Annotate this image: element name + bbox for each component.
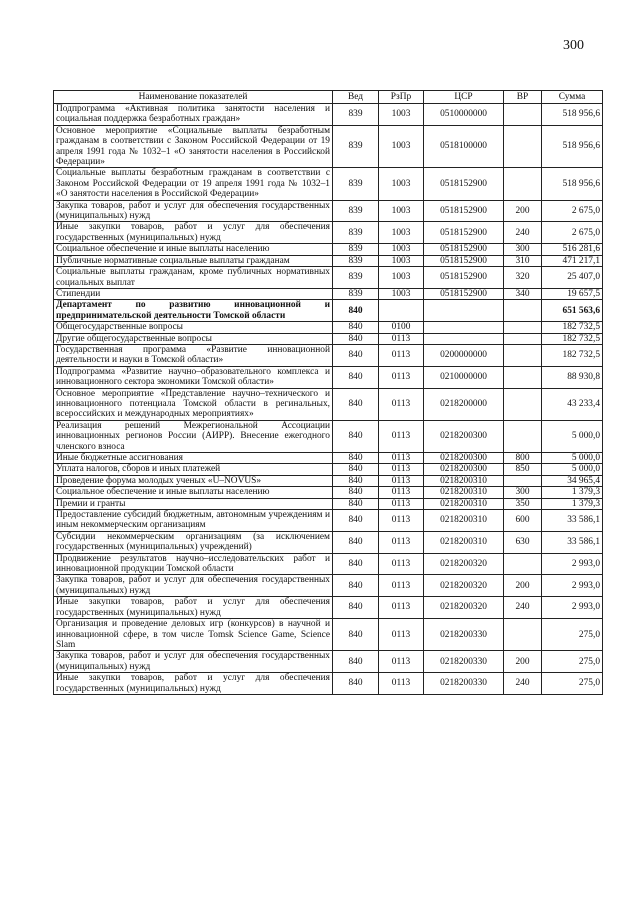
cell-vr: 300 [504, 487, 542, 498]
cell-vr: 200 [504, 200, 542, 222]
cell-sum: 5 000,0 [542, 453, 603, 464]
cell-csr: 0218200330 [424, 673, 504, 695]
cell-ved: 839 [333, 104, 379, 126]
header-ved: Вед [333, 91, 379, 104]
cell-vr [504, 619, 542, 651]
header-rzpr: РзПр [379, 91, 424, 104]
cell-rzpr: 0113 [379, 453, 424, 464]
table-row [54, 255, 603, 266]
table-row [54, 244, 603, 255]
cell-name: Подпрограмма «Активная политика занятости населения и социальная поддержка безработных граждан» [54, 104, 333, 126]
cell-ved: 840 [333, 475, 379, 486]
cell-sum: 518 956,6 [542, 168, 603, 200]
cell-csr: 0218200310 [424, 531, 504, 553]
cell-csr: 0518152900 [424, 255, 504, 266]
table-row [54, 531, 603, 553]
table-row [54, 125, 603, 168]
cell-csr: 0218200310 [424, 487, 504, 498]
cell-csr: 0218200300 [424, 420, 504, 452]
cell-sum: 5 000,0 [542, 464, 603, 475]
cell-csr: 0218200300 [424, 453, 504, 464]
cell-rzpr: 1003 [379, 288, 424, 299]
table-row [54, 267, 603, 289]
cell-sum: 2 993,0 [542, 553, 603, 575]
cell-csr: 0218200320 [424, 553, 504, 575]
cell-rzpr: 0113 [379, 366, 424, 388]
table-row [54, 366, 603, 388]
budget-table [53, 90, 603, 695]
cell-vr [504, 366, 542, 388]
cell-rzpr: 1003 [379, 200, 424, 222]
cell-vr: 850 [504, 464, 542, 475]
page-number: 300 [563, 38, 584, 53]
table-row [54, 575, 603, 597]
cell-ved: 840 [333, 366, 379, 388]
cell-rzpr: 0113 [379, 333, 424, 344]
cell-csr: 0518100000 [424, 125, 504, 168]
cell-sum: 25 407,0 [542, 267, 603, 289]
cell-vr: 300 [504, 244, 542, 255]
cell-csr: 0218200320 [424, 575, 504, 597]
header-vr: ВР [504, 91, 542, 104]
table-row [54, 475, 603, 486]
cell-ved: 840 [333, 553, 379, 575]
cell-csr: 0218200330 [424, 651, 504, 673]
table-row [54, 222, 603, 244]
cell-ved: 840 [333, 510, 379, 532]
cell-sum: 2 993,0 [542, 575, 603, 597]
cell-rzpr: 0113 [379, 475, 424, 486]
table-row [54, 498, 603, 509]
cell-name: Субсидии некоммерческим организациям (за исключением государственных (муниципальных) учреждений) [54, 531, 333, 553]
cell-rzpr: 1003 [379, 125, 424, 168]
cell-rzpr: 1003 [379, 168, 424, 200]
table-row [54, 487, 603, 498]
cell-ved: 840 [333, 487, 379, 498]
cell-sum: 2 675,0 [542, 200, 603, 222]
cell-name: Иные закупки товаров, работ и услуг для обеспечения государственных (муниципальных) нужд [54, 597, 333, 619]
cell-vr [504, 420, 542, 452]
cell-rzpr: 0113 [379, 619, 424, 651]
cell-ved: 839 [333, 125, 379, 168]
cell-ved: 840 [333, 333, 379, 344]
table-row [54, 300, 603, 322]
cell-sum: 1 379,3 [542, 498, 603, 509]
cell-sum: 182 732,5 [542, 322, 603, 333]
cell-name: Организация и проведение деловых игр (конкурсов) в научной и инновационной сфере, в том числе Tomsk Science Game, Science Slam [54, 619, 333, 651]
cell-rzpr: 1003 [379, 222, 424, 244]
cell-rzpr: 0113 [379, 487, 424, 498]
header-sum: Сумма [542, 91, 603, 104]
cell-name: Закупка товаров, работ и услуг для обеспечения государственных (муниципальных) нужд [54, 575, 333, 597]
cell-ved: 840 [333, 420, 379, 452]
cell-vr: 240 [504, 597, 542, 619]
cell-rzpr [379, 300, 424, 322]
table-row [54, 597, 603, 619]
cell-csr [424, 300, 504, 322]
table-row [54, 619, 603, 651]
cell-vr [504, 300, 542, 322]
cell-sum: 2 675,0 [542, 222, 603, 244]
cell-vr [504, 475, 542, 486]
cell-csr: 0218200000 [424, 388, 504, 420]
cell-sum: 182 732,5 [542, 344, 603, 366]
cell-ved: 840 [333, 344, 379, 366]
cell-name: Закупка товаров, работ и услуг для обеспечения государственных (муниципальных) нужд [54, 651, 333, 673]
cell-sum: 34 965,4 [542, 475, 603, 486]
cell-ved: 840 [333, 498, 379, 509]
table-row [54, 464, 603, 475]
cell-ved: 839 [333, 168, 379, 200]
cell-name: Государственная программа «Развитие инновационной деятельности и науки в Томской области» [54, 344, 333, 366]
cell-sum: 43 233,4 [542, 388, 603, 420]
cell-vr: 200 [504, 575, 542, 597]
cell-ved: 840 [333, 597, 379, 619]
table-row [54, 200, 603, 222]
table-row [54, 344, 603, 366]
cell-sum: 5 000,0 [542, 420, 603, 452]
cell-csr: 0218200330 [424, 619, 504, 651]
cell-ved: 839 [333, 255, 379, 266]
table-row [54, 651, 603, 673]
cell-name: Проведение форума молодых ученых «U–NOVUS» [54, 475, 333, 486]
cell-name: Реализация решений Межрегиональной Ассоциации инновационных регионов России (АИРР). Внесение ежегодного членского взноса [54, 420, 333, 452]
cell-vr [504, 104, 542, 126]
cell-ved: 839 [333, 267, 379, 289]
cell-ved: 840 [333, 619, 379, 651]
cell-csr: 0518152900 [424, 222, 504, 244]
cell-ved: 840 [333, 651, 379, 673]
cell-vr: 600 [504, 510, 542, 532]
cell-name: Социальное обеспечение и иные выплаты населению [54, 244, 333, 255]
cell-vr [504, 322, 542, 333]
cell-ved: 840 [333, 322, 379, 333]
cell-rzpr: 0113 [379, 673, 424, 695]
cell-rzpr: 0113 [379, 575, 424, 597]
cell-sum: 182 732,5 [542, 333, 603, 344]
table-row [54, 333, 603, 344]
cell-sum: 275,0 [542, 619, 603, 651]
table-row [54, 420, 603, 452]
table-row [54, 553, 603, 575]
cell-csr: 0518152900 [424, 244, 504, 255]
cell-sum: 518 956,6 [542, 104, 603, 126]
cell-name: Социальное обеспечение и иные выплаты населению [54, 487, 333, 498]
cell-rzpr: 0113 [379, 420, 424, 452]
cell-sum: 2 993,0 [542, 597, 603, 619]
cell-name: Иные бюджетные ассигнования [54, 453, 333, 464]
table-row [54, 104, 603, 126]
cell-name: Предоставление субсидий бюджетным, автономным учреждениям и иным некоммерческим организациям [54, 510, 333, 532]
cell-sum: 471 217,1 [542, 255, 603, 266]
cell-sum: 33 586,1 [542, 510, 603, 532]
cell-ved: 839 [333, 222, 379, 244]
cell-csr: 0218200300 [424, 464, 504, 475]
cell-rzpr: 0100 [379, 322, 424, 333]
cell-ved: 840 [333, 388, 379, 420]
cell-sum: 275,0 [542, 651, 603, 673]
table-row [54, 322, 603, 333]
cell-csr [424, 333, 504, 344]
table-body [54, 104, 603, 695]
cell-name: Иные закупки товаров, работ и услуг для обеспечения государственных (муниципальных) нужд [54, 222, 333, 244]
cell-ved: 839 [333, 200, 379, 222]
cell-name: Основное мероприятие «Социальные выплаты безработным гражданам в соответствии с Законом Российской Федерации от 19 апреля 1991 года № 1032–1 «О занятости населения в Российской Федерации» [54, 125, 333, 168]
cell-rzpr: 0113 [379, 531, 424, 553]
cell-name: Стипендии [54, 288, 333, 299]
cell-vr [504, 125, 542, 168]
cell-csr: 0518152900 [424, 200, 504, 222]
table-row [54, 288, 603, 299]
cell-name: Основное мероприятие «Представление научно–технического и инновационного потенциала Томской области в регинальных, всероссийских и международных мероприятиях» [54, 388, 333, 420]
cell-rzpr: 0113 [379, 344, 424, 366]
cell-ved: 840 [333, 673, 379, 695]
cell-vr [504, 333, 542, 344]
cell-csr: 0518152900 [424, 168, 504, 200]
cell-vr: 200 [504, 651, 542, 673]
cell-vr: 310 [504, 255, 542, 266]
cell-vr [504, 553, 542, 575]
cell-vr: 800 [504, 453, 542, 464]
cell-name: Социальные выплаты безработным гражданам в соответствии с Законом Российской Федерации от 19 апреля 1991 года № 1032–1 «О занятости населения в Российской Федерации» [54, 168, 333, 200]
cell-ved: 840 [333, 300, 379, 322]
cell-ved: 840 [333, 575, 379, 597]
cell-vr: 240 [504, 673, 542, 695]
header-name: Наименование показателей [54, 91, 333, 104]
cell-name: Подпрограмма «Развитие научно–образовательного комплекса и инновационного сектора экономики Томской области» [54, 366, 333, 388]
cell-name: Закупка товаров, работ и услуг для обеспечения государственных (муниципальных) нужд [54, 200, 333, 222]
cell-name: Продвижение результатов научно–исследовательских работ и инновационной продукции Томской области [54, 553, 333, 575]
cell-rzpr: 0113 [379, 388, 424, 420]
cell-rzpr: 0113 [379, 498, 424, 509]
cell-vr [504, 168, 542, 200]
cell-name: Департамент по развитию инновационной и предпринимательской деятельности Томской области [54, 300, 333, 322]
cell-rzpr: 0113 [379, 553, 424, 575]
cell-csr: 0218200320 [424, 597, 504, 619]
cell-rzpr: 1003 [379, 267, 424, 289]
cell-name: Иные закупки товаров, работ и услуг для обеспечения государственных (муниципальных) нужд [54, 673, 333, 695]
cell-vr: 350 [504, 498, 542, 509]
cell-vr: 240 [504, 222, 542, 244]
cell-rzpr: 1003 [379, 255, 424, 266]
cell-vr: 630 [504, 531, 542, 553]
cell-sum: 518 956,6 [542, 125, 603, 168]
table-row [54, 168, 603, 200]
cell-sum: 516 281,6 [542, 244, 603, 255]
cell-rzpr: 0113 [379, 464, 424, 475]
cell-sum: 651 563,6 [542, 300, 603, 322]
cell-vr: 320 [504, 267, 542, 289]
cell-name: Премии и гранты [54, 498, 333, 509]
cell-csr: 0218200310 [424, 475, 504, 486]
cell-ved: 840 [333, 531, 379, 553]
table-header-row [54, 91, 603, 104]
cell-vr [504, 388, 542, 420]
cell-rzpr: 0113 [379, 510, 424, 532]
cell-csr [424, 322, 504, 333]
cell-sum: 19 657,5 [542, 288, 603, 299]
cell-rzpr: 1003 [379, 244, 424, 255]
cell-rzpr: 0113 [379, 597, 424, 619]
cell-csr: 0210000000 [424, 366, 504, 388]
table-row [54, 510, 603, 532]
cell-rzpr: 1003 [379, 104, 424, 126]
cell-ved: 839 [333, 244, 379, 255]
cell-csr: 0510000000 [424, 104, 504, 126]
cell-name: Публичные нормативные социальные выплаты гражданам [54, 255, 333, 266]
cell-vr [504, 344, 542, 366]
cell-sum: 33 586,1 [542, 531, 603, 553]
cell-sum: 275,0 [542, 673, 603, 695]
cell-sum: 88 930,8 [542, 366, 603, 388]
header-csr: ЦСР [424, 91, 504, 104]
cell-vr: 340 [504, 288, 542, 299]
cell-name: Уплата налогов, сборов и иных платежей [54, 464, 333, 475]
cell-csr: 0200000000 [424, 344, 504, 366]
table-row [54, 453, 603, 464]
cell-csr: 0218200310 [424, 498, 504, 509]
table-row [54, 388, 603, 420]
cell-name: Социальные выплаты гражданам, кроме публичных нормативных социальных выплат [54, 267, 333, 289]
cell-ved: 840 [333, 453, 379, 464]
cell-csr: 0518152900 [424, 267, 504, 289]
cell-ved: 839 [333, 288, 379, 299]
cell-csr: 0518152900 [424, 288, 504, 299]
cell-sum: 1 379,3 [542, 487, 603, 498]
cell-csr: 0218200310 [424, 510, 504, 532]
table-row [54, 673, 603, 695]
cell-ved: 840 [333, 464, 379, 475]
cell-name: Общегосударственные вопросы [54, 322, 333, 333]
cell-rzpr: 0113 [379, 651, 424, 673]
cell-name: Другие общегосударственные вопросы [54, 333, 333, 344]
